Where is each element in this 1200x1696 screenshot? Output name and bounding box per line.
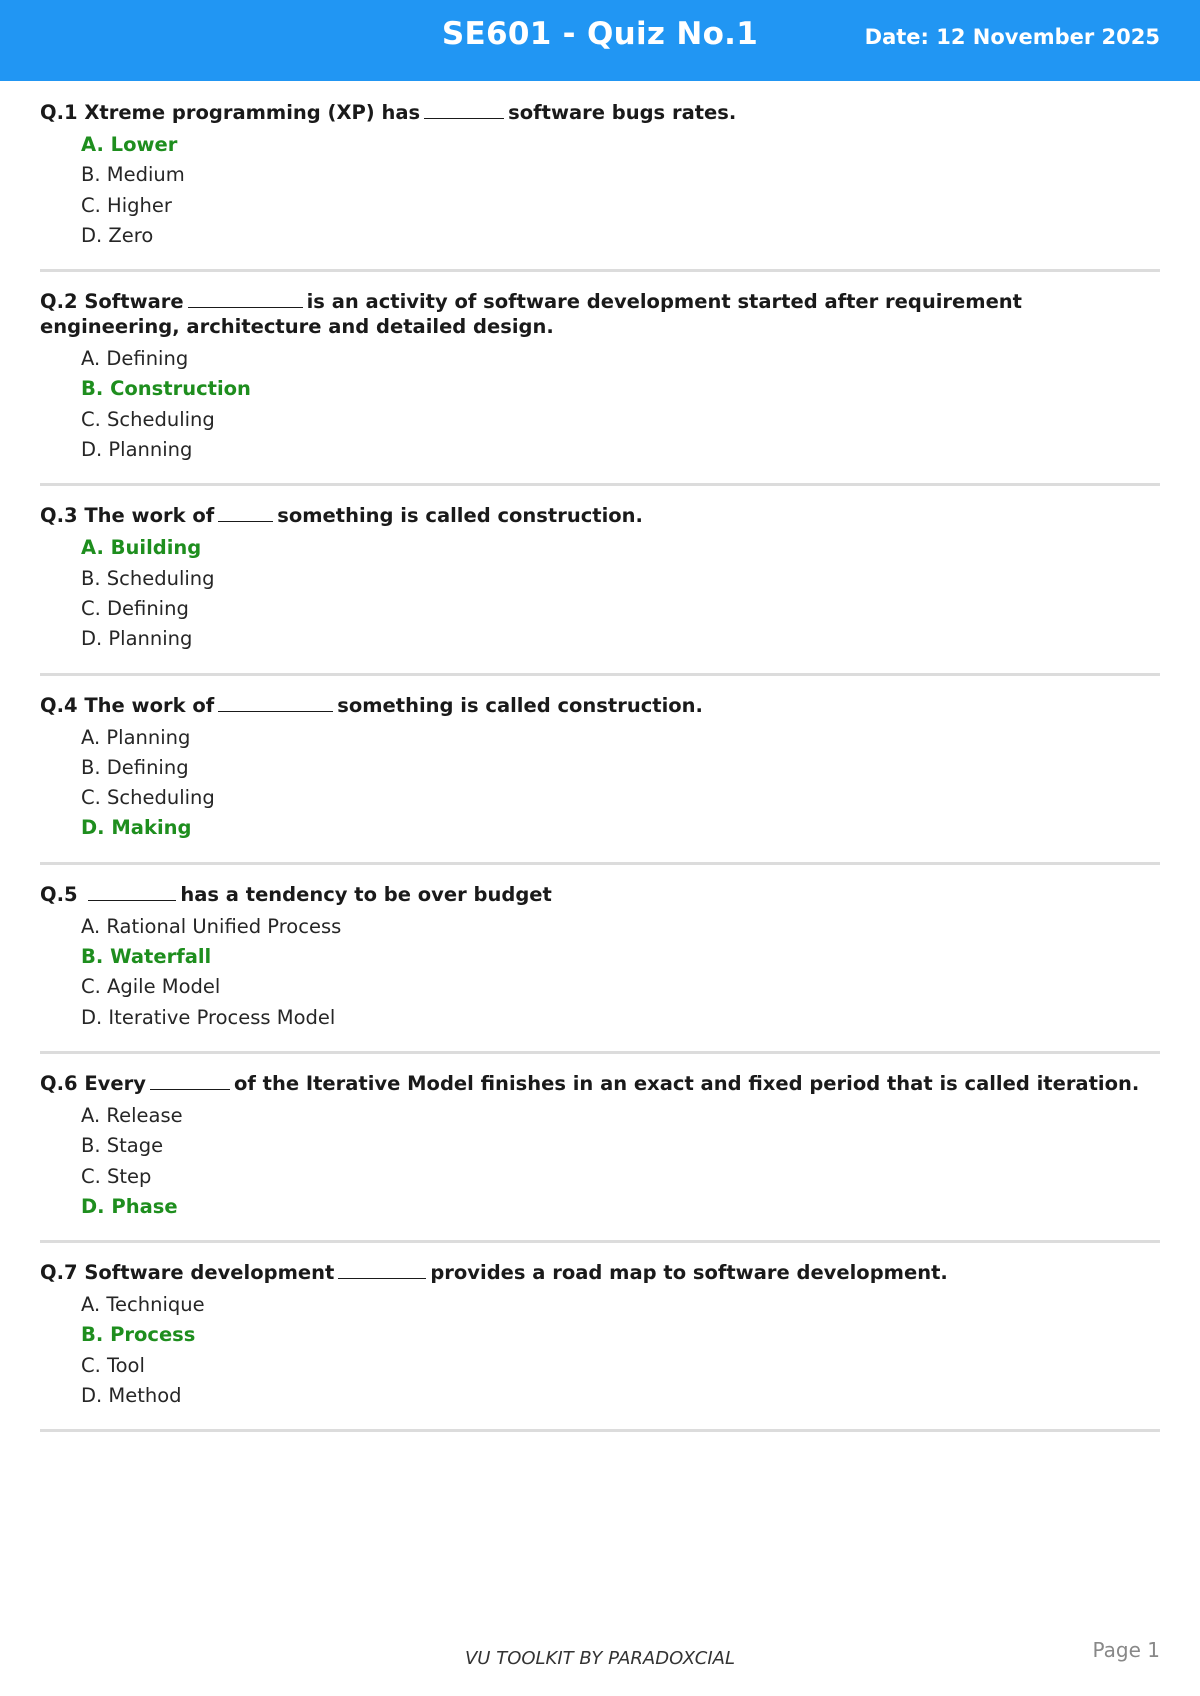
answer-option bbox=[81, 221, 1160, 251]
question-text bbox=[40, 289, 1160, 339]
option-letter: C. bbox=[81, 786, 101, 810]
question-text bbox=[40, 882, 1160, 907]
question-block bbox=[40, 100, 1160, 272]
option-text: Defining bbox=[106, 347, 189, 371]
quiz-title: SE601 - Quiz No.1 bbox=[441, 16, 759, 52]
option-letter: D. bbox=[81, 627, 103, 651]
option-letter: D. bbox=[81, 223, 103, 247]
answer-options bbox=[40, 1101, 1160, 1222]
fill-in-blank bbox=[88, 882, 176, 901]
question-number: Q.5 bbox=[40, 882, 78, 906]
option-letter: D. bbox=[81, 1384, 103, 1408]
footer-credit: VU TOOLKIT BY PARADOXCIAL bbox=[464, 1648, 736, 1669]
option-text: Lower bbox=[110, 133, 178, 156]
option-text: Planning bbox=[106, 725, 191, 749]
option-letter: B. bbox=[81, 755, 101, 779]
option-text: Building bbox=[110, 536, 202, 560]
option-letter: C. bbox=[81, 596, 101, 620]
question-text-before: The work of bbox=[84, 693, 215, 717]
question-number: Q.3 bbox=[40, 504, 78, 528]
page-header bbox=[0, 0, 1200, 81]
question-text bbox=[40, 503, 1160, 528]
option-letter: A. bbox=[81, 536, 104, 560]
option-letter: C. bbox=[81, 975, 101, 999]
option-letter: C. bbox=[81, 407, 101, 431]
option-text: Defining bbox=[106, 755, 189, 779]
option-text: Defining bbox=[107, 596, 189, 620]
question-number: Q.4 bbox=[40, 693, 78, 717]
answer-option bbox=[81, 912, 1160, 942]
question-text-before: Every bbox=[84, 1071, 146, 1095]
page-number: Page 1 bbox=[1092, 1638, 1160, 1662]
answer-option bbox=[81, 160, 1160, 190]
question-number: Q.6 bbox=[40, 1071, 78, 1095]
option-text: Scheduling bbox=[107, 786, 215, 810]
option-letter: A. bbox=[81, 1103, 101, 1127]
option-letter: B. bbox=[81, 163, 101, 187]
answer-option bbox=[81, 1003, 1160, 1033]
answer-option bbox=[81, 1162, 1160, 1192]
option-letter: B. bbox=[81, 1134, 101, 1158]
option-text: Making bbox=[111, 816, 192, 840]
answer-options bbox=[40, 912, 1160, 1033]
option-letter: C. bbox=[81, 1353, 101, 1377]
option-text: Step bbox=[107, 1164, 152, 1188]
question-text-before: The work of bbox=[84, 504, 215, 528]
option-letter: B. bbox=[81, 1323, 104, 1347]
correct-answer-option bbox=[81, 1320, 1160, 1350]
option-text: Scheduling bbox=[106, 566, 215, 590]
fill-in-blank bbox=[188, 289, 303, 308]
option-text: Phase bbox=[111, 1194, 178, 1218]
correct-answer-option bbox=[81, 374, 1160, 404]
option-text: Release bbox=[106, 1103, 183, 1127]
option-letter: D. bbox=[81, 816, 105, 840]
question-text-after: of the Iterative Model finishes in an exact and fixed period that is called iteration. bbox=[233, 1071, 1140, 1095]
answer-options bbox=[40, 344, 1160, 465]
fill-in-blank bbox=[218, 693, 333, 712]
answer-option bbox=[81, 723, 1160, 753]
option-letter: A. bbox=[81, 347, 101, 371]
correct-answer-option bbox=[81, 942, 1160, 972]
quiz-date: Date: 12 November 2025 bbox=[864, 25, 1160, 49]
answer-option bbox=[81, 1351, 1160, 1381]
answer-options bbox=[40, 130, 1160, 251]
question-block bbox=[40, 289, 1160, 486]
question-text bbox=[40, 1071, 1160, 1096]
answer-option bbox=[81, 344, 1160, 374]
question-text-after: provides a road map to software development. bbox=[430, 1261, 948, 1285]
answer-option bbox=[81, 972, 1160, 1002]
question-text-after: something is called construction. bbox=[277, 504, 643, 528]
option-letter: D. bbox=[81, 1005, 103, 1029]
question-text-before: Software bbox=[84, 290, 184, 314]
correct-answer-option bbox=[81, 1192, 1160, 1222]
fill-in-blank bbox=[338, 1260, 426, 1279]
answer-options bbox=[40, 1290, 1160, 1411]
option-letter: B. bbox=[81, 945, 104, 969]
question-text-after: software bugs rates. bbox=[508, 101, 737, 124]
answer-option bbox=[81, 435, 1160, 465]
question-text-after: is an activity of software development started after requirement engineering, architecture and detailed design. bbox=[40, 290, 1023, 339]
option-text: Process bbox=[110, 1323, 196, 1347]
answer-option bbox=[81, 624, 1160, 654]
option-text: Planning bbox=[108, 438, 193, 462]
option-letter: B. bbox=[81, 377, 104, 401]
answer-option bbox=[81, 1381, 1160, 1411]
fill-in-blank bbox=[218, 503, 273, 522]
option-text: Medium bbox=[106, 163, 185, 187]
answer-option bbox=[81, 783, 1160, 813]
correct-answer-option bbox=[81, 813, 1160, 843]
answer-option bbox=[81, 1290, 1160, 1320]
option-text: Technique bbox=[106, 1293, 205, 1317]
question-text-after: has a tendency to be over budget bbox=[180, 882, 552, 906]
option-text: Zero bbox=[108, 223, 154, 247]
option-letter: D. bbox=[81, 438, 103, 462]
answer-option bbox=[81, 405, 1160, 435]
option-text: Stage bbox=[106, 1134, 164, 1158]
option-letter: A. bbox=[81, 914, 101, 938]
answer-option bbox=[81, 753, 1160, 783]
question-block bbox=[40, 693, 1160, 865]
question-text bbox=[40, 1260, 1160, 1285]
correct-answer-option bbox=[81, 533, 1160, 563]
option-letter: C. bbox=[81, 193, 101, 217]
answer-option bbox=[81, 594, 1160, 624]
option-text: Higher bbox=[107, 193, 172, 217]
option-text: Waterfall bbox=[110, 945, 212, 969]
question-block bbox=[40, 1260, 1160, 1432]
option-letter: D. bbox=[81, 1194, 105, 1218]
option-text: Tool bbox=[107, 1353, 145, 1377]
question-text bbox=[40, 693, 1160, 718]
question-text bbox=[40, 100, 1160, 125]
question-list bbox=[40, 100, 1160, 1449]
answer-option bbox=[81, 1131, 1160, 1161]
answer-option bbox=[81, 191, 1160, 221]
option-text: Planning bbox=[108, 627, 193, 651]
fill-in-blank bbox=[424, 100, 504, 119]
option-letter: A. bbox=[81, 133, 104, 156]
question-block bbox=[40, 1071, 1160, 1243]
question-block bbox=[40, 882, 1160, 1054]
option-letter: A. bbox=[81, 1293, 101, 1317]
option-letter: C. bbox=[81, 1164, 101, 1188]
option-letter: B. bbox=[81, 566, 101, 590]
option-text: Scheduling bbox=[107, 407, 215, 431]
option-text: Iterative Process Model bbox=[108, 1005, 336, 1029]
answer-options bbox=[40, 533, 1160, 654]
question-number: Q.2 bbox=[40, 290, 78, 314]
option-text: Agile Model bbox=[107, 975, 221, 999]
option-text: Method bbox=[108, 1384, 182, 1408]
answer-options bbox=[40, 723, 1160, 844]
answer-option bbox=[81, 564, 1160, 594]
correct-answer-option bbox=[81, 130, 1160, 160]
fill-in-blank bbox=[150, 1071, 230, 1090]
question-block bbox=[40, 503, 1160, 675]
option-text: Rational Unified Process bbox=[106, 914, 342, 938]
answer-option bbox=[81, 1101, 1160, 1131]
question-text-before: Xtreme programming (XP) has bbox=[84, 101, 421, 124]
question-number: Q.7 bbox=[40, 1261, 78, 1285]
option-text: Construction bbox=[110, 377, 251, 401]
question-number: Q.1 bbox=[40, 101, 78, 124]
question-text-after: something is called construction. bbox=[337, 693, 703, 717]
option-letter: A. bbox=[81, 725, 101, 749]
question-text-before: Software development bbox=[84, 1261, 335, 1285]
